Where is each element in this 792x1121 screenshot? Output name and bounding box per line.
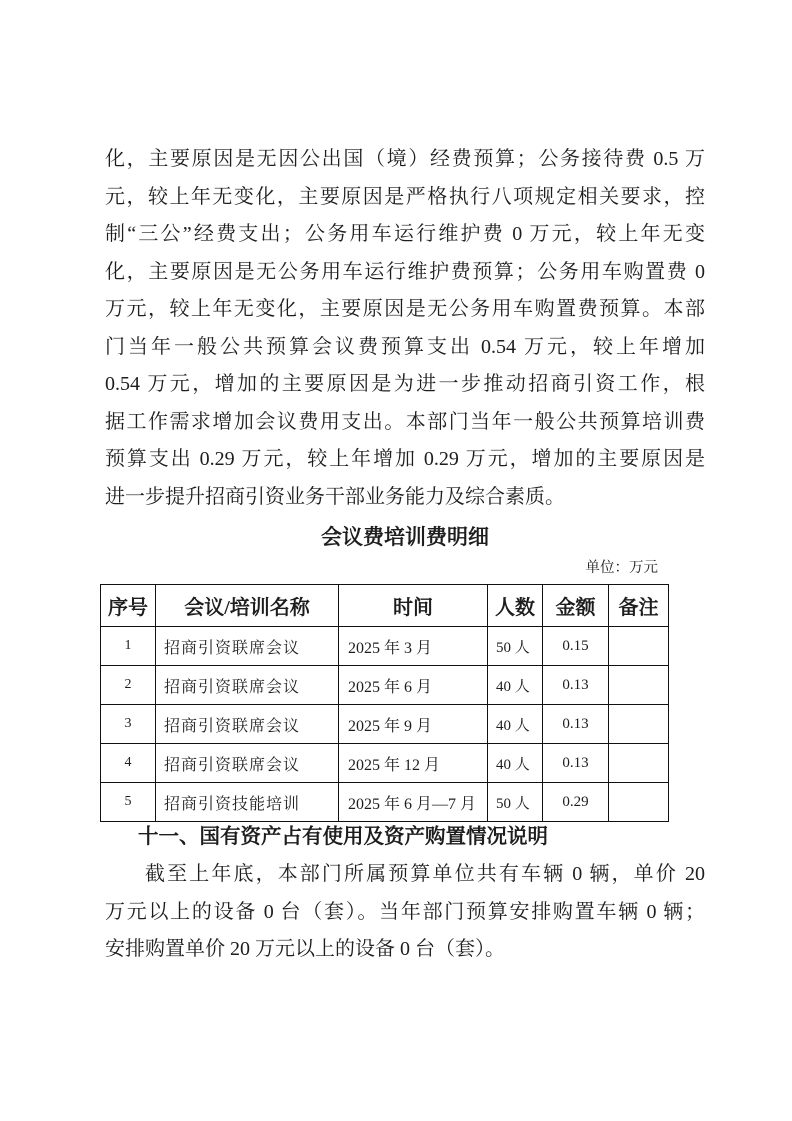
paragraph-line: 元，较上年无变化，主要原因是严格执行八项规定相关要求，控 — [105, 185, 705, 208]
cell-time: 2025 年 9 月 — [339, 705, 488, 744]
meeting-table-title: 会议费培训费明细 — [321, 525, 489, 549]
cell-people: 40 人 — [488, 744, 543, 783]
header-cell-time: 时间 — [339, 585, 488, 627]
cell-name: 招商引资联席会议 — [156, 627, 339, 666]
cell-people: 50 人 — [488, 783, 543, 822]
cell-note — [609, 627, 669, 666]
cell-time: 2025 年 12 月 — [339, 744, 488, 783]
budget-expense-paragraph — [105, 141, 705, 516]
paragraph-line: 安排购置单价 20 万元以上的设备 0 台（套）。 — [105, 938, 505, 960]
paragraph-line: 据工作需求增加会议费用支出。本部门当年一般公共预算培训费 — [105, 410, 705, 433]
cell-people: 40 人 — [488, 705, 543, 744]
paragraph-line: 截至上年底，本部门所属预算单位共有车辆 0 辆，单价 20 — [145, 863, 705, 885]
cell-index: 2 — [101, 666, 156, 705]
cell-name: 招商引资联席会议 — [156, 705, 339, 744]
table-row — [101, 627, 669, 666]
state-assets-paragraph — [105, 856, 705, 969]
header-cell-name: 会议/培训名称 — [156, 585, 339, 627]
paragraph-line: 万元，较上年无变化，主要原因是无公务用车购置费预算。本部 — [105, 298, 705, 320]
table-row — [101, 744, 669, 783]
paragraph-line: 万元以上的设备 0 台（套）。当年部门预算安排购置车辆 0 辆； — [105, 900, 705, 923]
cell-amount: 0.13 — [543, 744, 609, 783]
section-eleven-heading: 十一、国有资产占有使用及资产购置情况说明 — [138, 826, 548, 848]
cell-name: 招商引资联席会议 — [156, 744, 339, 783]
cell-people: 40 人 — [488, 666, 543, 705]
header-cell-index: 序号 — [101, 585, 156, 627]
cell-note — [609, 744, 669, 783]
cell-amount: 0.13 — [543, 666, 609, 705]
meeting-training-table — [100, 584, 669, 822]
cell-amount: 0.13 — [543, 705, 609, 744]
paragraph-line: 化，主要原因是无公务用车运行维护费预算；公务用车购置费 0 — [105, 260, 705, 283]
cell-name: 招商引资技能培训 — [156, 783, 339, 822]
paragraph-line: 制“三公”经费支出；公务用车运行维护费 0 万元，较上年无变 — [105, 223, 705, 245]
header-cell-people: 人数 — [488, 585, 543, 627]
paragraph-line: 预算支出 0.29 万元，较上年增加 0.29 万元，增加的主要原因是 — [105, 448, 705, 470]
cell-index: 5 — [101, 783, 156, 822]
cell-index: 1 — [101, 627, 156, 666]
paragraph-line: 进一步提升招商引资业务干部业务能力及综合素质。 — [105, 485, 565, 508]
header-cell-note: 备注 — [609, 585, 669, 627]
paragraph-line: 门当年一般公共预算会议费预算支出 0.54 万元，较上年增加 — [105, 335, 705, 358]
cell-index: 3 — [101, 705, 156, 744]
header-cell-amount: 金额 — [543, 585, 609, 627]
cell-time: 2025 年 3 月 — [339, 627, 488, 666]
cell-time: 2025 年 6 月—7 月 — [339, 783, 488, 822]
table-header-row — [101, 585, 669, 627]
cell-note — [609, 705, 669, 744]
cell-name: 招商引资联席会议 — [156, 666, 339, 705]
paragraph-line: 化，主要原因是无因公出国（境）经费预算；公务接待费 0.5 万 — [105, 148, 705, 170]
table-row — [101, 783, 669, 822]
cell-time: 2025 年 6 月 — [339, 666, 488, 705]
table-row — [101, 705, 669, 744]
cell-note — [609, 666, 669, 705]
cell-amount: 0.15 — [543, 627, 609, 666]
paragraph-line: 0.54 万元，增加的主要原因是为进一步推动招商引资工作，根 — [105, 373, 705, 395]
table-row — [101, 666, 669, 705]
cell-index: 4 — [101, 744, 156, 783]
cell-amount: 0.29 — [543, 783, 609, 822]
unit-label: 单位：万元 — [585, 560, 658, 576]
cell-people: 50 人 — [488, 627, 543, 666]
cell-note — [609, 783, 669, 822]
